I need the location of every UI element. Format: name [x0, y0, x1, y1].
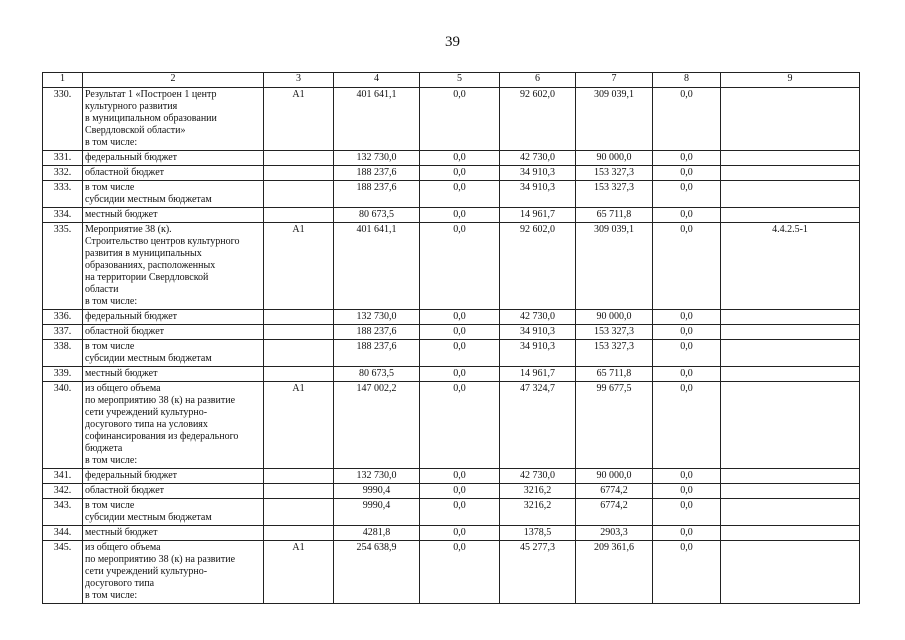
- value-col-6: 47 324,7: [500, 382, 576, 469]
- value-col-6: 14 961,7: [500, 208, 576, 223]
- row-description: из общего объема по мероприятию 38 (к) на развитие сети учреждений культурно- досугового типа в том числе:: [83, 541, 264, 604]
- table-row: [43, 325, 860, 340]
- value-col-4: 147 002,2: [334, 382, 420, 469]
- row-note: [721, 499, 860, 526]
- value-col-5: 0,0: [420, 310, 500, 325]
- row-number: 332.: [43, 166, 83, 181]
- row-code: [264, 166, 334, 181]
- row-code: А1: [264, 382, 334, 469]
- value-col-4: 80 673,5: [334, 208, 420, 223]
- value-col-7: 309 039,1: [576, 88, 653, 151]
- value-col-4: 188 237,6: [334, 166, 420, 181]
- value-col-7: 309 039,1: [576, 223, 653, 310]
- row-number: 330.: [43, 88, 83, 151]
- value-col-4: 401 641,1: [334, 223, 420, 310]
- row-note: [721, 88, 860, 151]
- header-cell: 8: [653, 73, 721, 88]
- row-note: [721, 340, 860, 367]
- row-note: [721, 382, 860, 469]
- value-col-4: 188 237,6: [334, 340, 420, 367]
- page-number: 39: [445, 34, 460, 50]
- row-number: 339.: [43, 367, 83, 382]
- table-body: [43, 88, 860, 604]
- row-description: областной бюджет: [83, 325, 264, 340]
- value-col-7: 153 327,3: [576, 166, 653, 181]
- value-col-4: 4281,8: [334, 526, 420, 541]
- row-code: [264, 208, 334, 223]
- table-row: [43, 526, 860, 541]
- value-col-6: 92 602,0: [500, 88, 576, 151]
- table-row: [43, 151, 860, 166]
- value-col-8: 0,0: [653, 541, 721, 604]
- value-col-4: 188 237,6: [334, 325, 420, 340]
- row-description: Результат 1 «Построен 1 центр культурного развития в муниципальном образовании Свердловской области» в том числе:: [83, 88, 264, 151]
- value-col-4: 9990,4: [334, 499, 420, 526]
- value-col-6: 45 277,3: [500, 541, 576, 604]
- header-cell: 3: [264, 73, 334, 88]
- row-code: [264, 151, 334, 166]
- header-cell: 9: [721, 73, 860, 88]
- row-description: федеральный бюджет: [83, 469, 264, 484]
- value-col-8: 0,0: [653, 208, 721, 223]
- row-code: [264, 499, 334, 526]
- value-col-5: 0,0: [420, 340, 500, 367]
- value-col-4: 254 638,9: [334, 541, 420, 604]
- row-number: 338.: [43, 340, 83, 367]
- row-number: 336.: [43, 310, 83, 325]
- row-code: А1: [264, 88, 334, 151]
- value-col-4: 9990,4: [334, 484, 420, 499]
- table-row: [43, 181, 860, 208]
- value-col-6: 42 730,0: [500, 151, 576, 166]
- value-col-8: 0,0: [653, 484, 721, 499]
- value-col-6: 34 910,3: [500, 340, 576, 367]
- value-col-7: 65 711,8: [576, 367, 653, 382]
- row-code: [264, 310, 334, 325]
- value-col-6: 42 730,0: [500, 310, 576, 325]
- row-code: [264, 181, 334, 208]
- value-col-7: 2903,3: [576, 526, 653, 541]
- row-description: областной бюджет: [83, 166, 264, 181]
- value-col-4: 80 673,5: [334, 367, 420, 382]
- value-col-6: 34 910,3: [500, 166, 576, 181]
- value-col-8: 0,0: [653, 223, 721, 310]
- value-col-8: 0,0: [653, 526, 721, 541]
- row-description: из общего объема по мероприятию 38 (к) на развитие сети учреждений культурно- досугового типа на условиях софинансирования из федерального бюджета в том числе:: [83, 382, 264, 469]
- table-row: [43, 541, 860, 604]
- row-description: в том числе субсидии местным бюджетам: [83, 181, 264, 208]
- row-code: [264, 526, 334, 541]
- value-col-5: 0,0: [420, 367, 500, 382]
- header-cell: 2: [83, 73, 264, 88]
- value-col-6: 34 910,3: [500, 181, 576, 208]
- value-col-8: 0,0: [653, 325, 721, 340]
- header-cell: 5: [420, 73, 500, 88]
- row-number: 334.: [43, 208, 83, 223]
- value-col-5: 0,0: [420, 469, 500, 484]
- value-col-5: 0,0: [420, 181, 500, 208]
- row-number: 345.: [43, 541, 83, 604]
- row-code: [264, 325, 334, 340]
- value-col-5: 0,0: [420, 541, 500, 604]
- value-col-5: 0,0: [420, 325, 500, 340]
- row-note: [721, 484, 860, 499]
- table-row: [43, 367, 860, 382]
- value-col-6: 14 961,7: [500, 367, 576, 382]
- value-col-5: 0,0: [420, 88, 500, 151]
- value-col-8: 0,0: [653, 367, 721, 382]
- table-row: [43, 208, 860, 223]
- table-row: [43, 340, 860, 367]
- value-col-4: 188 237,6: [334, 181, 420, 208]
- value-col-4: 132 730,0: [334, 151, 420, 166]
- value-col-8: 0,0: [653, 310, 721, 325]
- value-col-8: 0,0: [653, 469, 721, 484]
- value-col-7: 153 327,3: [576, 340, 653, 367]
- row-number: 333.: [43, 181, 83, 208]
- value-col-8: 0,0: [653, 166, 721, 181]
- row-note: [721, 367, 860, 382]
- table-row: [43, 484, 860, 499]
- row-code: [264, 367, 334, 382]
- value-col-4: 132 730,0: [334, 469, 420, 484]
- table-row: [43, 88, 860, 151]
- header-cell: 1: [43, 73, 83, 88]
- row-number: 337.: [43, 325, 83, 340]
- row-description: в том числе субсидии местным бюджетам: [83, 340, 264, 367]
- row-note: [721, 325, 860, 340]
- value-col-7: 153 327,3: [576, 325, 653, 340]
- value-col-5: 0,0: [420, 499, 500, 526]
- row-note: [721, 166, 860, 181]
- row-number: 331.: [43, 151, 83, 166]
- value-col-5: 0,0: [420, 208, 500, 223]
- value-col-7: 209 361,6: [576, 541, 653, 604]
- table-row: [43, 166, 860, 181]
- row-description: федеральный бюджет: [83, 310, 264, 325]
- table-row: [43, 382, 860, 469]
- value-col-6: 1378,5: [500, 526, 576, 541]
- row-description: областной бюджет: [83, 484, 264, 499]
- table-header: [43, 73, 860, 88]
- value-col-7: 90 000,0: [576, 151, 653, 166]
- value-col-7: 65 711,8: [576, 208, 653, 223]
- row-description: местный бюджет: [83, 208, 264, 223]
- header-row: [43, 73, 860, 88]
- row-note: [721, 310, 860, 325]
- table-row: [43, 310, 860, 325]
- row-note: [721, 151, 860, 166]
- table-row: [43, 499, 860, 526]
- header-cell: 6: [500, 73, 576, 88]
- value-col-6: 3216,2: [500, 499, 576, 526]
- row-note: [721, 181, 860, 208]
- row-number: 343.: [43, 499, 83, 526]
- row-number: 344.: [43, 526, 83, 541]
- row-code: А1: [264, 541, 334, 604]
- value-col-7: 6774,2: [576, 499, 653, 526]
- value-col-8: 0,0: [653, 382, 721, 469]
- row-description: Мероприятие 38 (к). Строительство центров культурного развития в муниципальных образованиях, расположенных на территории Свердловской области в том числе:: [83, 223, 264, 310]
- value-col-4: 132 730,0: [334, 310, 420, 325]
- value-col-5: 0,0: [420, 151, 500, 166]
- value-col-8: 0,0: [653, 151, 721, 166]
- value-col-6: 92 602,0: [500, 223, 576, 310]
- value-col-7: 90 000,0: [576, 310, 653, 325]
- header-cell: 4: [334, 73, 420, 88]
- row-code: [264, 484, 334, 499]
- row-description: местный бюджет: [83, 367, 264, 382]
- row-note: [721, 541, 860, 604]
- value-col-6: 34 910,3: [500, 325, 576, 340]
- table-row: [43, 223, 860, 310]
- value-col-6: 3216,2: [500, 484, 576, 499]
- row-code: [264, 469, 334, 484]
- value-col-6: 42 730,0: [500, 469, 576, 484]
- value-col-5: 0,0: [420, 526, 500, 541]
- row-description: в том числе субсидии местным бюджетам: [83, 499, 264, 526]
- value-col-5: 0,0: [420, 223, 500, 310]
- budget-table: [42, 72, 860, 604]
- row-note: [721, 526, 860, 541]
- value-col-7: 153 327,3: [576, 181, 653, 208]
- row-note: 4.4.2.5-1: [721, 223, 860, 310]
- value-col-8: 0,0: [653, 181, 721, 208]
- value-col-8: 0,0: [653, 88, 721, 151]
- row-number: 341.: [43, 469, 83, 484]
- row-description: федеральный бюджет: [83, 151, 264, 166]
- value-col-7: 90 000,0: [576, 469, 653, 484]
- row-code: [264, 340, 334, 367]
- row-number: 340.: [43, 382, 83, 469]
- value-col-7: 99 677,5: [576, 382, 653, 469]
- value-col-4: 401 641,1: [334, 88, 420, 151]
- value-col-5: 0,0: [420, 166, 500, 181]
- row-note: [721, 469, 860, 484]
- header-cell: 7: [576, 73, 653, 88]
- table-row: [43, 469, 860, 484]
- value-col-8: 0,0: [653, 499, 721, 526]
- row-description: местный бюджет: [83, 526, 264, 541]
- row-code: А1: [264, 223, 334, 310]
- row-number: 342.: [43, 484, 83, 499]
- value-col-5: 0,0: [420, 382, 500, 469]
- row-number: 335.: [43, 223, 83, 310]
- row-note: [721, 208, 860, 223]
- value-col-7: 6774,2: [576, 484, 653, 499]
- value-col-5: 0,0: [420, 484, 500, 499]
- value-col-8: 0,0: [653, 340, 721, 367]
